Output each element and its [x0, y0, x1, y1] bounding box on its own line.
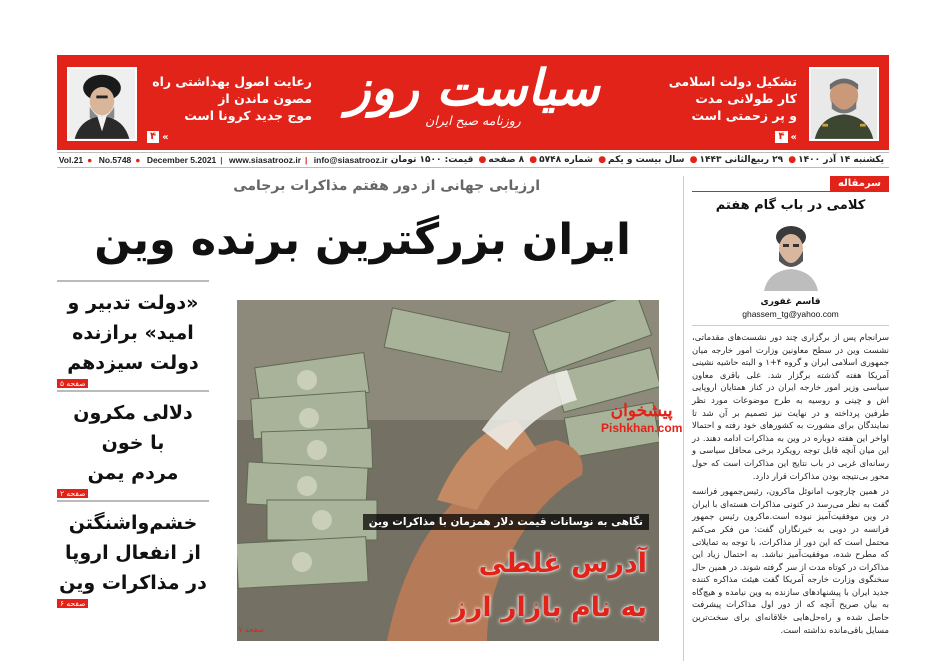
story-item[interactable] [57, 500, 209, 608]
story-title-line: از انفعال اروپا [65, 542, 201, 564]
left-teaser-page [147, 131, 169, 143]
story-item[interactable] [57, 280, 209, 388]
story-page-ref: صفحه ۶ [57, 599, 209, 608]
page-number: ۴ [147, 131, 159, 143]
author-photo [760, 219, 822, 291]
issue-info-fa: یکشنبه ۱۴ آذر ۱۴۰۰● ۲۹ ربیع‌الثانی ۱۴۴۳● سال بیست و یکم● شماره ۵۷۴۸● ۸ صفحه● قیمت: ۱۵۰۰ تومان [390, 155, 884, 165]
photo-headline-line: به نام بازار ارز [451, 592, 647, 623]
double-chevron-icon: « [790, 131, 797, 143]
email-link[interactable]: info@siasatrooz.ir [313, 155, 388, 165]
watermark [601, 403, 682, 437]
brand-name: سیاست روز [346, 58, 600, 117]
photo-headline[interactable] [451, 542, 647, 630]
author-divider [692, 325, 889, 326]
right-teaser-photo[interactable] [809, 67, 879, 141]
issue-info-bar [57, 152, 889, 168]
story-title-line: خشم‌واشنگتن [68, 512, 198, 534]
issue-info-en: Vol.21 ● No.5748 ● December 5.2021 | www.siasatrooz.ir | info@siasatrooz.ir [58, 155, 388, 165]
editorial-body [692, 331, 889, 636]
teaser-line: موج جدید کرونا است [184, 108, 312, 123]
left-teaser[interactable] [147, 73, 312, 124]
masthead [57, 55, 889, 150]
portrait-cleric-image [69, 69, 135, 139]
teaser-line: و پر زحمتی است [691, 108, 797, 123]
story-title-line: مردم یمن [87, 462, 179, 484]
author-portrait-image [760, 219, 822, 291]
page-number: ۴ [775, 131, 787, 143]
issue-number: شماره ۵۷۴۸ [539, 155, 594, 165]
section-divider [692, 191, 889, 192]
story-page-ref: صفحه ۲ [57, 489, 209, 498]
main-headline[interactable]: ایران بزرگترین برنده وین [94, 215, 631, 265]
story-title-line: «دولت تدبیر و [67, 292, 199, 314]
story-title-line: در مذاکرات وین [59, 572, 207, 594]
photo-page-ref: صفحه ۷ [238, 625, 264, 634]
story-title-line: دولت سیزدهم [67, 352, 199, 374]
right-teaser-page [775, 131, 797, 143]
author-name: قاسم غفوری [760, 297, 821, 307]
story-title-line: با خون [101, 432, 165, 454]
story-item[interactable] [57, 390, 209, 498]
author-email[interactable]: ghassem_tg@yahoo.com [742, 309, 839, 319]
brand-tagline: روزنامه صبح ایران [425, 113, 521, 128]
editorial-column [683, 176, 889, 661]
volume-en: Vol.21 [58, 155, 84, 165]
teaser-line: مصون ماندن از [218, 91, 312, 106]
date-fa: یکشنبه ۱۴ آذر ۱۴۰۰ [798, 155, 884, 165]
watermark-en: Pishkhan.com [601, 421, 683, 435]
price: قیمت: ۱۵۰۰ تومان [390, 155, 474, 165]
story-title-line: امید» برازنده [72, 322, 194, 344]
watermark-fa: پیشخوان [610, 401, 673, 421]
headline-kicker: ارزیابی جهانی از دور هفتم مذاکرات برجامی [233, 178, 540, 194]
teaser-line: کار طولانی مدت [695, 91, 797, 106]
right-teaser[interactable] [632, 73, 797, 124]
date-en: December 5.2021 [146, 155, 217, 165]
editorial-paragraph: سرانجام پس از برگزاری چند دور نشست‌های مقدماتی، نشست وین در سطح معاونین وزارت امور خارجه میان جمهوری اسلامی ایران و گروه ۴+۱ و البته حاشیه نشینی آمریکا هفته گذشته برگزار شد. علی باقری معاون سیاسی وزیر امور خارجه ایران در کنار همتایان اروپایی اش و چینی و روسیه به طرح موضوعات مورد نظر طرفین پرداخته و در نهایت نیز تصمیم بر آن شد تا نمایندگان برای مشورت به کشورهای خود رفته و احتمالا اواخر این هفته دوباره در وین به مذاکرات ادامه دهند. در این میان آنچه قابل توجه رویکرد برخی محافل سیاسی و رسانه‌ای غربی در باب نتایج این مذاکرات است که حول محور بی‌نتیجه بودن مذاکرات قرار دارد. [692, 332, 889, 481]
teaser-line: تشکیل دولت اسلامی [668, 74, 797, 89]
section-label[interactable]: سرمقاله [830, 176, 889, 191]
left-story-column [57, 280, 209, 610]
teaser-line: رعایت اصول بهداشتی راه [152, 74, 312, 89]
story-title-line: دلالی مکرون [73, 402, 193, 424]
story-page-ref: صفحه ۵ [57, 379, 209, 388]
double-chevron-icon: « [162, 131, 169, 143]
date-hijri: ۲۹ ربیع‌الثانی ۱۴۴۳ [699, 155, 784, 165]
lead-photo[interactable] [237, 300, 659, 641]
newspaper-logo[interactable] [346, 55, 599, 128]
page-count: ۸ صفحه [488, 155, 525, 165]
portrait-officer-image [811, 69, 877, 139]
website-link[interactable]: www.siasatrooz.ir [229, 155, 302, 165]
number-en: No.5748 [98, 155, 132, 165]
editorial-title[interactable]: کلامی در باب گام هفتم [715, 198, 866, 213]
left-teaser-photo[interactable] [67, 67, 137, 141]
photo-caption: نگاهی به نوسانات قیمت دلار همزمان با مذاکرات وین [363, 514, 649, 530]
editorial-paragraph: در همین چارچوب امانوئل ماکرون، رئیس‌جمهور فرانسه گفت به نظر می‌رسد در کنونی مذاکرات هسته‌ای با ایران در وین موفقیت‌آمیز نبوده است.ماکرون رئیس جمهور فرانسه در دوبی به خبرنگاران گفت: من فکر می‌کنم محتمل است که این دور از مذاکرات، با توجه به تمایلاتی که مطرح شده، موفقیت‌آمیز نباشد. به احتمال زیاد این مذاکرات در کوتاه مدت از سر گرفته شوند. در همین حال سخنگوی وزارت خارجه آمریکا گفت هیئت مذاکره کننده جدید ایران با پیشنهادهای سازنده به وین نیامده و هیچ‌گاه به بیان صریح آنچه که از دور اول مذاکرات پیشرفت حاصل شده و راه‌حل‌هایی خلاقانه‌ای برای سخت‌ترین مسایل باقی‌مانده نداشته است. [692, 486, 889, 635]
photo-headline-line: آدرس غلطی [478, 548, 647, 579]
publication-year: سال بیست و یکم [608, 155, 685, 165]
